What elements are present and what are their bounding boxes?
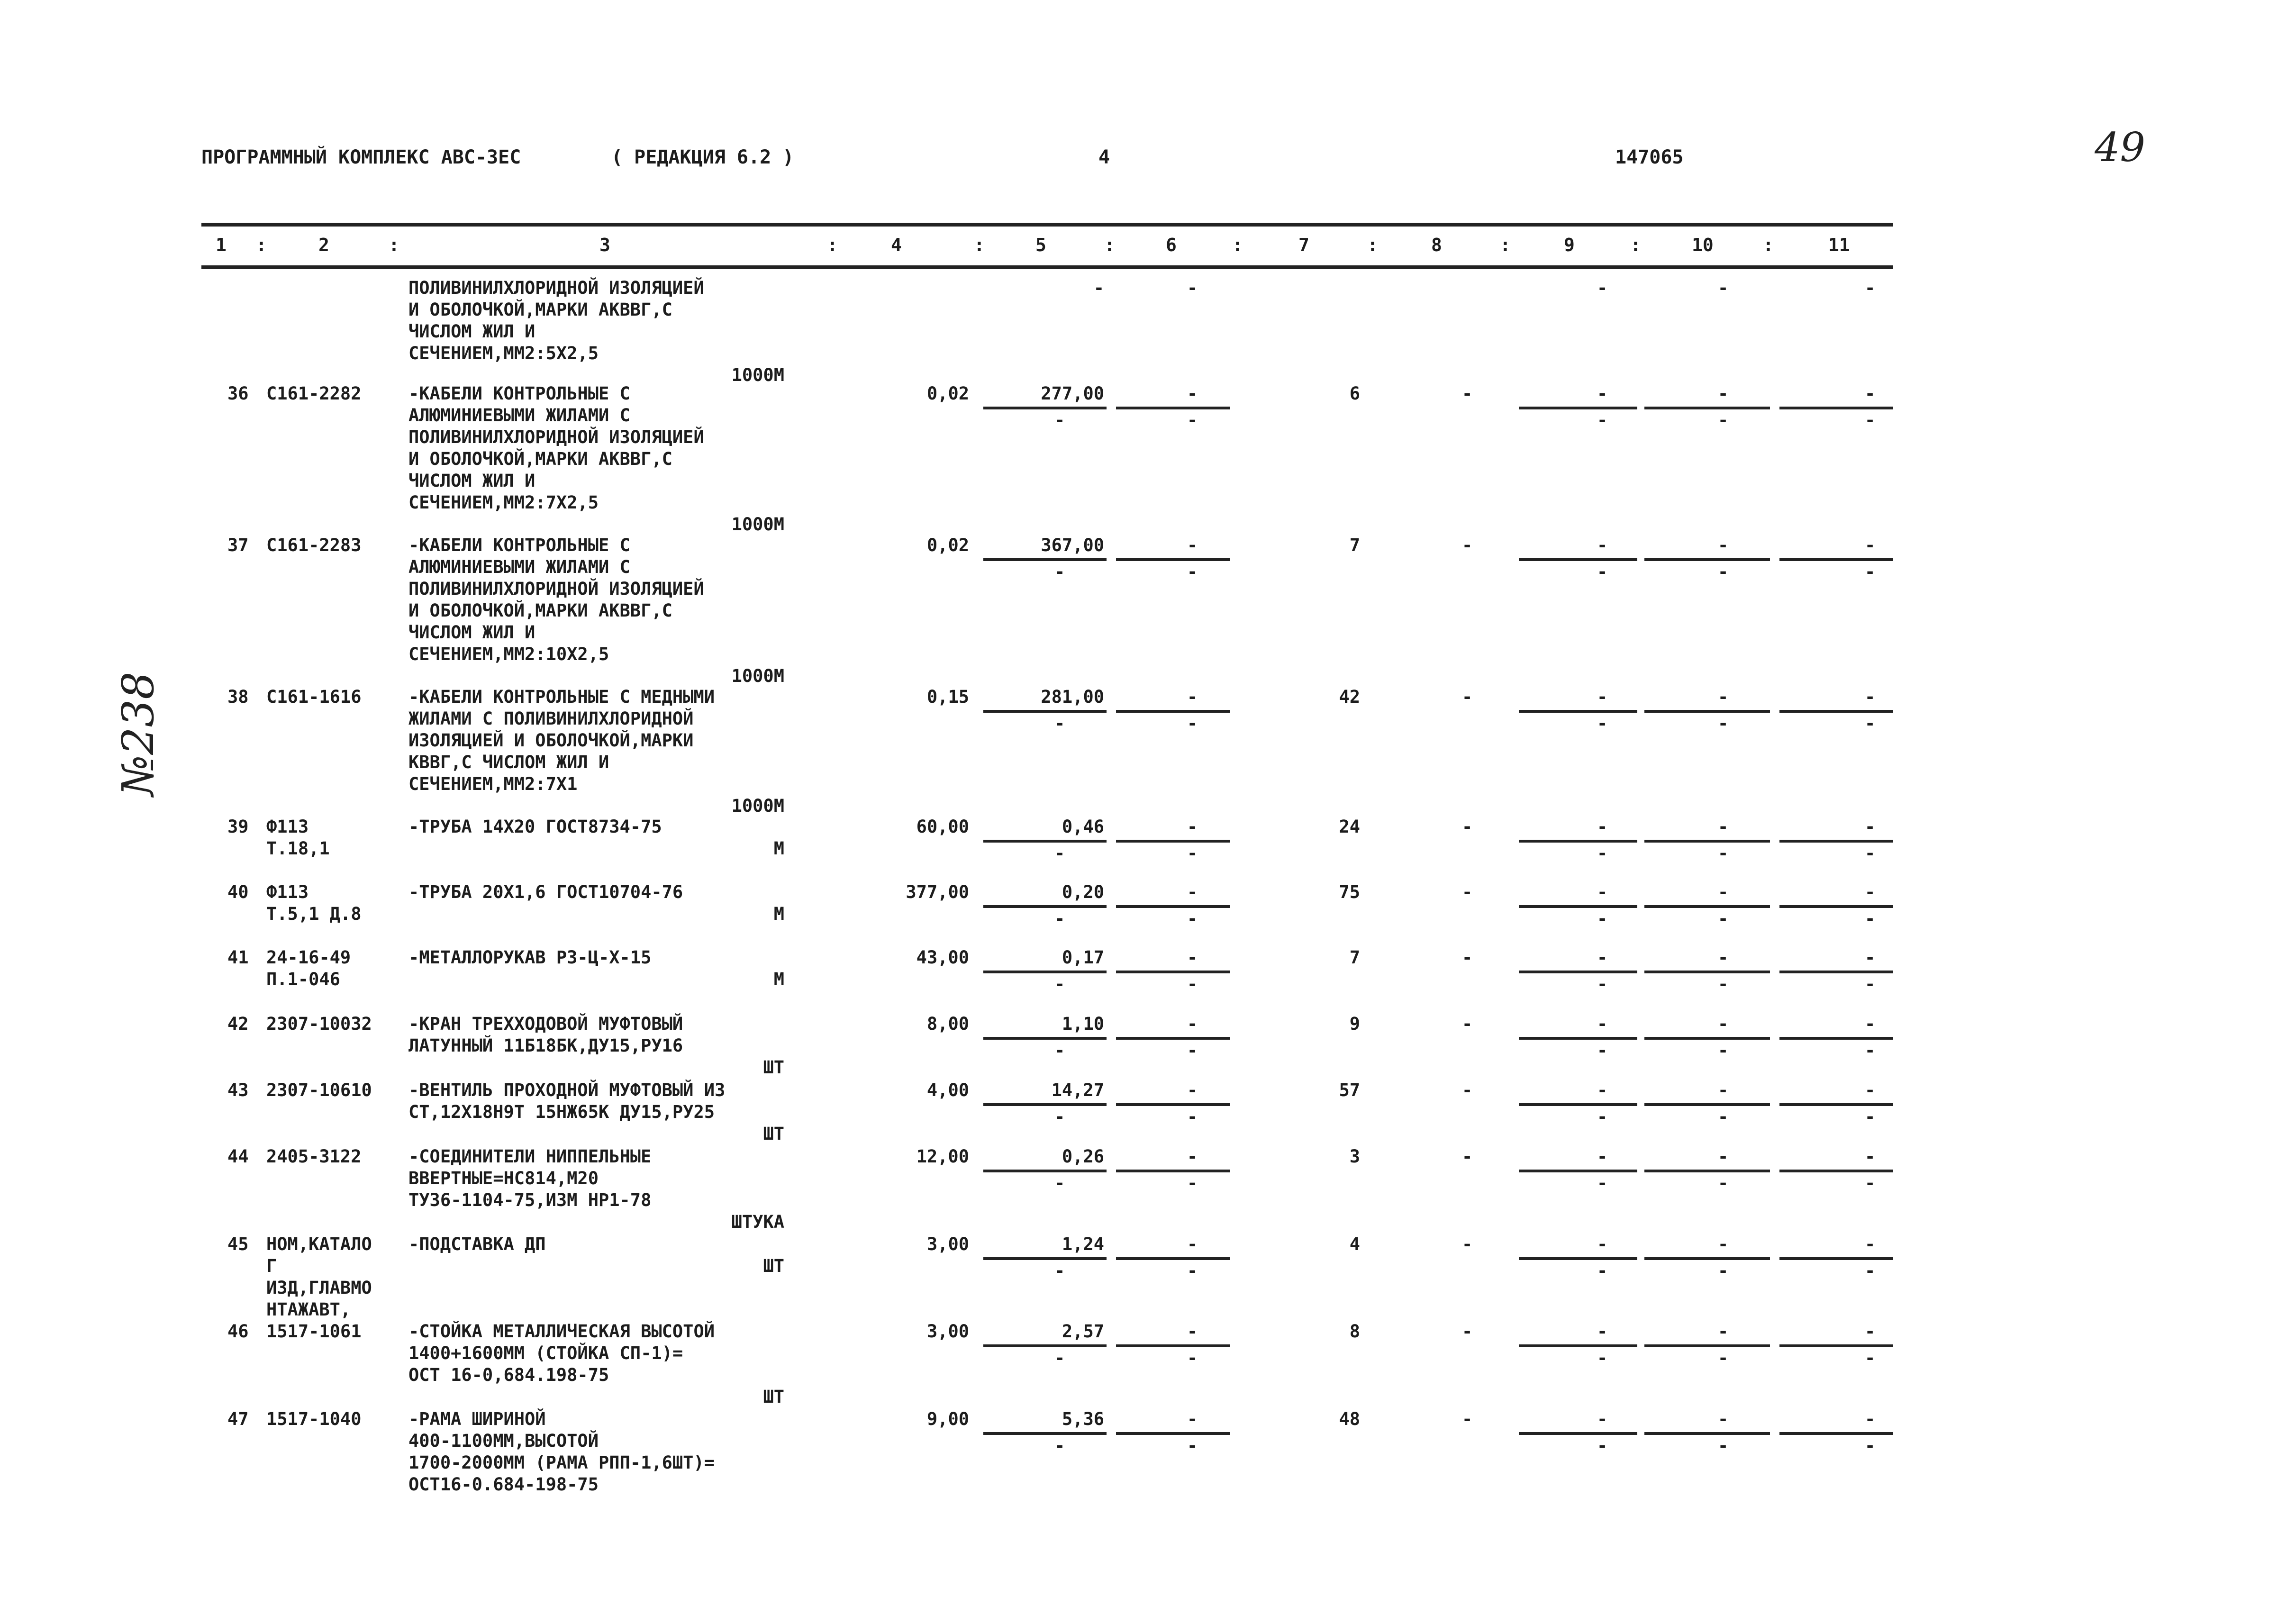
row-underline: [1644, 1037, 1770, 1040]
edition-label: ( РЕДАКЦИЯ 6.2 ): [611, 146, 794, 168]
row-col7: 6: [1349, 383, 1360, 404]
row-underline: [1644, 1432, 1770, 1435]
row-quantity: 9,00: [926, 1409, 969, 1429]
row-col6: -: [1187, 278, 1198, 298]
row-col7: 48: [1339, 1409, 1360, 1429]
column-separator: :: [1500, 235, 1511, 255]
row-col7: 57: [1339, 1080, 1360, 1100]
row-col10: -: [1718, 947, 1729, 968]
row-number: 37: [227, 535, 249, 555]
row-lower-col10: -: [1718, 1107, 1729, 1127]
row-lower-col9: -: [1597, 562, 1608, 582]
row-underline: [1116, 971, 1230, 973]
row-lower-col6: -: [1187, 562, 1198, 582]
row-code: Ф113 Т.5,1 Д.8: [266, 882, 362, 924]
row-underline: [1519, 905, 1637, 908]
row-col6: -: [1187, 383, 1198, 404]
row-underline: [1779, 840, 1893, 843]
row-underline: [1779, 558, 1893, 561]
row-lower-col11: -: [1865, 562, 1876, 582]
row-lower-col11: -: [1865, 713, 1876, 734]
row-lower-col10: -: [1718, 974, 1729, 994]
row-col6: -: [1187, 947, 1198, 968]
row-col6: -: [1187, 1014, 1198, 1034]
row-lower-col6: -: [1187, 1435, 1198, 1456]
row-col11: -: [1865, 1080, 1876, 1100]
row-lower-col10: -: [1718, 562, 1729, 582]
row-lower-col11: -: [1865, 908, 1876, 929]
row-col11: -: [1865, 1321, 1876, 1342]
row-quantity: 12,00: [916, 1146, 969, 1167]
row-col10: -: [1718, 383, 1729, 404]
column-separator: :: [827, 235, 838, 255]
row-description: -СТОЙКА МЕТАЛЛИЧЕСКАЯ ВЫСОТОЙ 1400+1600ММ (СТОЙКА СП-1)= ОСТ 16-0,684.198-75: [408, 1321, 715, 1385]
row-underline: [1779, 905, 1893, 908]
row-col8: -: [1462, 817, 1473, 837]
row-lower-col9: -: [1597, 1261, 1608, 1281]
column-header-10: 10: [1692, 235, 1714, 255]
row-underline: [1644, 558, 1770, 561]
column-header-11: 11: [1828, 235, 1850, 255]
row-col8: -: [1462, 1014, 1473, 1034]
row-col8: -: [1462, 882, 1473, 902]
row-description: -КАБЕЛИ КОНТРОЛЬНЫЕ С АЛЮМИНИЕВЫМИ ЖИЛАМИ С ПОЛИВИНИЛХЛОРИДНОЙ ИЗОЛЯЦИЕЙ И ОБОЛОЧКОЙ,МАРКИ АКВВГ,С ЧИСЛОМ ЖИЛ И СЕЧЕНИЕМ,ММ2:10Х2,5: [408, 535, 704, 664]
row-underline: [983, 1344, 1107, 1347]
row-col10: -: [1718, 1080, 1729, 1100]
row-unit: ШТ: [763, 1387, 784, 1407]
row-col7: 24: [1339, 817, 1360, 837]
row-price: 0,20: [1062, 882, 1104, 902]
row-lower-col6: -: [1187, 843, 1198, 863]
row-underline: [1519, 1432, 1637, 1435]
row-underline: [1519, 1170, 1637, 1172]
row-underline: [983, 1037, 1107, 1040]
row-underline: [1519, 407, 1637, 409]
row-lower-col10: -: [1718, 1261, 1729, 1281]
row-underline: [983, 710, 1107, 713]
row-underline: [1644, 1344, 1770, 1347]
row-underline: [983, 558, 1107, 561]
row-lower-col6: -: [1187, 713, 1198, 734]
row-lower-col11: -: [1865, 1348, 1876, 1368]
row-lower-col10: -: [1718, 713, 1729, 734]
row-col9: -: [1597, 1321, 1608, 1342]
row-lower-col9: -: [1597, 974, 1608, 994]
row-lower-col9: -: [1597, 1173, 1608, 1193]
row-underline: [983, 407, 1107, 409]
row-price: 1,24: [1062, 1234, 1104, 1254]
handwritten-page-number: 49: [2095, 124, 2145, 171]
row-lower-col10: -: [1718, 1435, 1729, 1456]
row-col6: -: [1187, 1409, 1198, 1429]
row-col8: -: [1462, 687, 1473, 707]
row-col8: -: [1462, 1234, 1473, 1254]
column-header-2: 2: [318, 235, 329, 255]
row-col10: -: [1718, 1234, 1729, 1254]
row-underline: [983, 1432, 1107, 1435]
row-col7: 7: [1349, 535, 1360, 555]
row-lower-price: -: [1054, 1040, 1065, 1061]
row-col11: -: [1865, 1014, 1876, 1034]
row-underline: [983, 1170, 1107, 1172]
column-header-8: 8: [1431, 235, 1442, 255]
row-unit: М: [773, 969, 784, 989]
row-description: -КАБЕЛИ КОНТРОЛЬНЫЕ С МЕДНЫМИ ЖИЛАМИ С ПОЛИВИНИЛХЛОРИДНОЙ ИЗОЛЯЦИЕЙ И ОБОЛОЧКОЙ,МАРКИ КВВГ,С ЧИСЛОМ ЖИЛ И СЕЧЕНИЕМ,ММ2:7Х1: [408, 687, 715, 794]
row-unit: ШТ: [763, 1256, 784, 1276]
row-underline: [1644, 407, 1770, 409]
row-underline: [1779, 1344, 1893, 1347]
row-lower-price: -: [1054, 843, 1065, 863]
row-col10: -: [1718, 1146, 1729, 1167]
row-col10: -: [1718, 1321, 1729, 1342]
row-code: С161-1616: [266, 687, 362, 707]
column-header-9: 9: [1564, 235, 1575, 255]
row-underline: [983, 905, 1107, 908]
row-price: 5,36: [1062, 1409, 1104, 1429]
column-separator: :: [1232, 235, 1243, 255]
row-col6: -: [1187, 1146, 1198, 1167]
row-lower-col6: -: [1187, 410, 1198, 430]
row-col6: -: [1187, 1234, 1198, 1254]
row-col11: -: [1865, 383, 1876, 404]
row-lower-col10: -: [1718, 1348, 1729, 1368]
row-lower-price: -: [1054, 713, 1065, 734]
row-description: -ТРУБА 20Х1,6 ГОСТ10704-76: [408, 882, 683, 902]
row-lower-col11: -: [1865, 1435, 1876, 1456]
row-lower-col10: -: [1718, 1173, 1729, 1193]
row-quantity: 8,00: [926, 1014, 969, 1034]
row-col6: -: [1187, 687, 1198, 707]
row-col9: -: [1597, 1146, 1608, 1167]
row-description: -МЕТАЛЛОРУКАВ Р3-Ц-Х-15: [408, 947, 652, 968]
column-separator: :: [1367, 235, 1378, 255]
row-underline: [1779, 710, 1893, 713]
row-col7: 7: [1349, 947, 1360, 968]
row-col11: -: [1865, 1234, 1876, 1254]
row-col9: -: [1597, 947, 1608, 968]
row-col9: -: [1597, 535, 1608, 555]
row-description: -РАМА ШИРИНОЙ 400-1100ММ,ВЫСОТОЙ 1700-2000ММ (РАМА РПП-1,6ШТ)= ОСТ16-0.684-198-75: [408, 1409, 715, 1495]
row-col6: -: [1187, 1080, 1198, 1100]
row-price: 281,00: [1041, 687, 1104, 707]
table-top-rule: [201, 223, 1893, 227]
row-underline: [1519, 971, 1637, 973]
row-number: 36: [227, 383, 249, 404]
row-quantity: 3,00: [926, 1321, 969, 1342]
row-lower-col9: -: [1597, 1348, 1608, 1368]
row-number: 44: [227, 1146, 249, 1167]
row-lower-col6: -: [1187, 1261, 1198, 1281]
row-number: 47: [227, 1409, 249, 1429]
row-col8: -: [1462, 1080, 1473, 1100]
page-number: 4: [1098, 146, 1110, 168]
column-separator: :: [1763, 235, 1774, 255]
row-underline: [1116, 905, 1230, 908]
row-code: 2307-10032: [266, 1014, 372, 1034]
row-lower-price: -: [1054, 908, 1065, 929]
row-code: НОМ,КАТАЛО Г ИЗД,ГЛАВМО НТАЖАВТ,: [266, 1234, 372, 1320]
column-header-5: 5: [1035, 235, 1046, 255]
row-col8: -: [1462, 1321, 1473, 1342]
row-underline: [1644, 971, 1770, 973]
row-col6: -: [1187, 882, 1198, 902]
row-price: 0,26: [1062, 1146, 1104, 1167]
row-underline: [1644, 840, 1770, 843]
row-col8: -: [1462, 1146, 1473, 1167]
program-title: ПРОГРАММНЫЙ КОМПЛЕКС АВС-3ЕС: [201, 146, 521, 168]
row-quantity: 60,00: [916, 817, 969, 837]
column-header-7: 7: [1298, 235, 1309, 255]
row-col6: -: [1187, 1321, 1198, 1342]
row-number: 39: [227, 817, 249, 837]
row-underline: [1116, 558, 1230, 561]
row-code: 1517-1061: [266, 1321, 362, 1342]
row-col11: -: [1865, 278, 1876, 298]
column-header-4: 4: [891, 235, 902, 255]
row-col7: 75: [1339, 882, 1360, 902]
row-col11: -: [1865, 947, 1876, 968]
row-col10: -: [1718, 1409, 1729, 1429]
row-col8: -: [1462, 535, 1473, 555]
row-lower-col10: -: [1718, 1040, 1729, 1061]
row-quantity: 377,00: [906, 882, 969, 902]
row-col9: -: [1597, 1234, 1608, 1254]
row-quantity: 43,00: [916, 947, 969, 968]
row-underline: [1116, 1432, 1230, 1435]
row-lower-col10: -: [1718, 410, 1729, 430]
row-number: 40: [227, 882, 249, 902]
row-lower-col11: -: [1865, 410, 1876, 430]
column-separator: :: [1630, 235, 1641, 255]
row-col11: -: [1865, 1146, 1876, 1167]
row-col10: -: [1718, 278, 1729, 298]
row-underline: [983, 1257, 1107, 1260]
row-col7: 9: [1349, 1014, 1360, 1034]
row-number: 41: [227, 947, 249, 968]
row-code: 1517-1040: [266, 1409, 362, 1429]
row-col9: -: [1597, 383, 1608, 404]
row-underline: [1779, 971, 1893, 973]
row-col6: -: [1187, 817, 1198, 837]
row-lower-col6: -: [1187, 1173, 1198, 1193]
row-col10: -: [1718, 687, 1729, 707]
row-lower-col11: -: [1865, 843, 1876, 863]
row-col7: 3: [1349, 1146, 1360, 1167]
row-description: -СОЕДИНИТЕЛИ НИППЕЛЬНЫЕ ВВЕРТНЫЕ=НС814,М20 ТУ36-1104-75,ИЗМ НР1-78: [408, 1146, 652, 1210]
row-quantity: 4,00: [926, 1080, 969, 1100]
row-price: 277,00: [1041, 383, 1104, 404]
row-underline: [1116, 1037, 1230, 1040]
row-underline: [983, 840, 1107, 843]
row-lower-col11: -: [1865, 974, 1876, 994]
row-col8: -: [1462, 383, 1473, 404]
row-unit: ШТ: [763, 1057, 784, 1078]
row-underline: [1519, 1037, 1637, 1040]
row-number: 46: [227, 1321, 249, 1342]
row-lower-col6: -: [1187, 1040, 1198, 1061]
row-lower-price: -: [1054, 562, 1065, 582]
row-underline: [1116, 840, 1230, 843]
row-lower-col11: -: [1865, 1040, 1876, 1061]
row-code: С161-2282: [266, 383, 362, 404]
row-unit: 1000М: [731, 666, 784, 686]
row-col9: -: [1597, 1409, 1608, 1429]
row-col8: -: [1462, 1409, 1473, 1429]
row-underline: [1116, 1170, 1230, 1172]
row-lower-col6: -: [1187, 1107, 1198, 1127]
row-lower-col9: -: [1597, 713, 1608, 734]
row-unit: ШТ: [763, 1124, 784, 1144]
row-lower-col9: -: [1597, 1040, 1608, 1061]
column-separator: :: [1104, 235, 1115, 255]
row-price: 0,17: [1062, 947, 1104, 968]
row-underline: [983, 1103, 1107, 1106]
row-lower-col10: -: [1718, 908, 1729, 929]
row-lower-col11: -: [1865, 1261, 1876, 1281]
row-col7: 42: [1339, 687, 1360, 707]
row-lower-price: -: [1054, 974, 1065, 994]
row-col10: -: [1718, 817, 1729, 837]
row-lower-price: -: [1054, 1107, 1065, 1127]
row-price: 14,27: [1051, 1080, 1104, 1100]
row-quantity: 0,02: [926, 535, 969, 555]
row-underline: [1779, 1432, 1893, 1435]
row-col7: 8: [1349, 1321, 1360, 1342]
row-col6: -: [1187, 535, 1198, 555]
row-underline: [1779, 1257, 1893, 1260]
row-unit: ШТУКА: [731, 1212, 784, 1232]
header-bottom-rule: [201, 265, 1893, 269]
row-price: 0,46: [1062, 817, 1104, 837]
column-separator: :: [974, 235, 985, 255]
column-separator: :: [389, 235, 399, 255]
row-col10: -: [1718, 1014, 1729, 1034]
row-unit: М: [773, 904, 784, 924]
row-col11: -: [1865, 1409, 1876, 1429]
row-description: -ПОДСТАВКА ДП: [408, 1234, 546, 1254]
row-underline: [1644, 710, 1770, 713]
row-underline: [1519, 1103, 1637, 1106]
row-lower-col9: -: [1597, 1435, 1608, 1456]
row-description: -ТРУБА 14Х20 ГОСТ8734-75: [408, 817, 662, 837]
row-description: -КРАН ТРЕХХОДОВОЙ МУФТОВЫЙ ЛАТУННЫЙ 11Б18БК,ДУ15,РУ16: [408, 1014, 683, 1056]
row-code: С161-2283: [266, 535, 362, 555]
row-col11: -: [1865, 817, 1876, 837]
row-lower-price: -: [1054, 1348, 1065, 1368]
row-description: -ВЕНТИЛЬ ПРОХОДНОЙ МУФТОВЫЙ ИЗ СТ,12Х18Н9Т 15НЖ65К ДУ15,РУ25: [408, 1080, 726, 1122]
row-unit: 1000М: [731, 514, 784, 535]
row-underline: [1116, 407, 1230, 409]
row-code: 2307-10610: [266, 1080, 372, 1100]
row-underline: [1779, 1037, 1893, 1040]
row-code: 2405-3122: [266, 1146, 362, 1167]
row-description: -КАБЕЛИ КОНТРОЛЬНЫЕ С АЛЮМИНИЕВЫМИ ЖИЛАМИ С ПОЛИВИНИЛХЛОРИДНОЙ ИЗОЛЯЦИЕЙ И ОБОЛОЧКОЙ,МАРКИ АКВВГ,С ЧИСЛОМ ЖИЛ И СЕЧЕНИЕМ,ММ2:7Х2,5: [408, 383, 704, 513]
column-header-3: 3: [599, 235, 610, 255]
row-code: Ф113 Т.18,1: [266, 817, 330, 859]
row-underline: [1116, 1257, 1230, 1260]
row-col9: -: [1597, 1014, 1608, 1034]
row-number: 43: [227, 1080, 249, 1100]
row-col11: -: [1865, 535, 1876, 555]
row-underline: [1116, 1103, 1230, 1106]
row-lower-col9: -: [1597, 410, 1608, 430]
row-underline: [1644, 1257, 1770, 1260]
row-col9: -: [1597, 687, 1608, 707]
row-lower-price: -: [1054, 1261, 1065, 1281]
row-description: ПОЛИВИНИЛХЛОРИДНОЙ ИЗОЛЯЦИЕЙ И ОБОЛОЧКОЙ,МАРКИ АКВВГ,С ЧИСЛОМ ЖИЛ И СЕЧЕНИЕМ,ММ2:5Х2,5: [408, 278, 704, 363]
handwritten-stamp: №238: [113, 671, 163, 796]
row-underline: [983, 971, 1107, 973]
row-underline: [1644, 1170, 1770, 1172]
row-lower-price: -: [1054, 410, 1065, 430]
row-col9: -: [1597, 1080, 1608, 1100]
row-underline: [1779, 1170, 1893, 1172]
row-number: 38: [227, 687, 249, 707]
row-price: 367,00: [1041, 535, 1104, 555]
row-unit: М: [773, 838, 784, 859]
row-lower-price: -: [1054, 1173, 1065, 1193]
row-underline: [1116, 710, 1230, 713]
row-lower-col11: -: [1865, 1173, 1876, 1193]
row-price: -: [1093, 278, 1104, 298]
row-price: 2,57: [1062, 1321, 1104, 1342]
row-col9: -: [1597, 278, 1608, 298]
row-lower-col11: -: [1865, 1107, 1876, 1127]
row-lower-col6: -: [1187, 1348, 1198, 1368]
row-quantity: 3,00: [926, 1234, 969, 1254]
row-col8: -: [1462, 947, 1473, 968]
row-underline: [1519, 1344, 1637, 1347]
row-col9: -: [1597, 817, 1608, 837]
row-number: 45: [227, 1234, 249, 1254]
column-header-6: 6: [1166, 235, 1177, 255]
row-underline: [1519, 1257, 1637, 1260]
row-lower-col10: -: [1718, 843, 1729, 863]
row-underline: [1779, 407, 1893, 409]
column-separator: :: [256, 235, 267, 255]
row-col11: -: [1865, 687, 1876, 707]
row-code: 24-16-49 П.1-046: [266, 947, 351, 989]
row-lower-col6: -: [1187, 974, 1198, 994]
row-lower-col9: -: [1597, 1107, 1608, 1127]
row-number: 42: [227, 1014, 249, 1034]
row-lower-col9: -: [1597, 908, 1608, 929]
row-col11: -: [1865, 882, 1876, 902]
row-underline: [1519, 558, 1637, 561]
row-unit: 1000М: [731, 796, 784, 816]
row-underline: [1779, 1103, 1893, 1106]
document-code: 147065: [1615, 146, 1684, 168]
row-price: 1,10: [1062, 1014, 1104, 1034]
row-quantity: 0,15: [926, 687, 969, 707]
row-unit: 1000М: [731, 365, 784, 385]
row-underline: [1519, 710, 1637, 713]
row-col10: -: [1718, 882, 1729, 902]
column-header-1: 1: [216, 235, 227, 255]
row-underline: [1644, 905, 1770, 908]
row-col9: -: [1597, 882, 1608, 902]
row-quantity: 0,02: [926, 383, 969, 404]
row-underline: [1116, 1344, 1230, 1347]
row-col10: -: [1718, 535, 1729, 555]
row-lower-col9: -: [1597, 843, 1608, 863]
row-underline: [1519, 840, 1637, 843]
row-lower-col6: -: [1187, 908, 1198, 929]
row-lower-price: -: [1054, 1435, 1065, 1456]
row-col7: 4: [1349, 1234, 1360, 1254]
row-underline: [1644, 1103, 1770, 1106]
